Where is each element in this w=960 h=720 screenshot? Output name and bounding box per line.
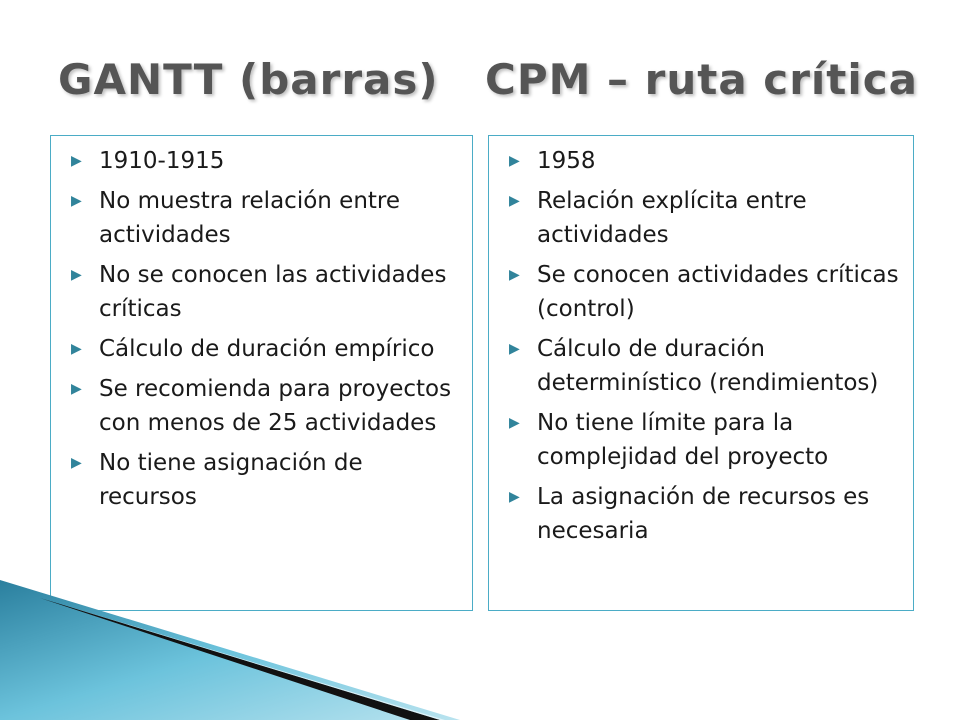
list-item-text: 1958 xyxy=(537,148,596,174)
triangle-bullet-icon: ▶ xyxy=(71,193,82,209)
list-item xyxy=(509,406,903,474)
title-gantt: GANTT (barras) xyxy=(58,55,439,104)
triangle-bullet-icon: ▶ xyxy=(509,415,520,431)
gantt-list xyxy=(51,136,472,514)
list-item-text: No se conocen las actividades críticas xyxy=(99,262,447,322)
list-item-text: Cálculo de duración empírico xyxy=(99,336,435,362)
list-item xyxy=(71,144,462,178)
list-item-text: Se conocen actividades críticas (control) xyxy=(537,262,899,322)
triangle-bullet-icon: ▶ xyxy=(71,381,82,397)
corner-decoration xyxy=(0,580,960,720)
triangle-bullet-icon: ▶ xyxy=(71,267,82,283)
list-item xyxy=(71,184,462,252)
list-item xyxy=(509,144,903,178)
triangle-bullet-icon: ▶ xyxy=(509,153,520,169)
gantt-box xyxy=(50,135,473,611)
list-item xyxy=(71,258,462,326)
triangle-bullet-icon: ▶ xyxy=(71,341,82,357)
list-item xyxy=(71,332,462,366)
triangle-bullet-icon: ▶ xyxy=(509,267,520,283)
triangle-bullet-icon: ▶ xyxy=(509,193,520,209)
triangle-bullet-icon: ▶ xyxy=(509,489,520,505)
list-item-text: No tiene límite para la complejidad del proyecto xyxy=(537,410,829,470)
cpm-box xyxy=(488,135,914,611)
list-item-text: No muestra relación entre actividades xyxy=(99,188,401,248)
triangle-bullet-icon: ▶ xyxy=(71,455,82,471)
blue-wedge-shape xyxy=(0,580,460,720)
list-item xyxy=(509,332,903,400)
triangle-bullet-icon: ▶ xyxy=(71,153,82,169)
list-item-text: No tiene asignación de recursos xyxy=(99,450,363,510)
list-item xyxy=(71,446,462,514)
triangle-bullet-icon: ▶ xyxy=(509,341,520,357)
list-item xyxy=(509,480,903,548)
list-item-text: 1910-1915 xyxy=(99,148,225,174)
list-item-text: Se recomienda para proyectos con menos de 25 actividades xyxy=(99,376,452,436)
list-item xyxy=(71,372,462,440)
list-item xyxy=(509,258,903,326)
list-item-text: La asignación de recursos es necesaria xyxy=(537,484,870,544)
list-item-text: Cálculo de duración determinístico (rendimientos) xyxy=(537,336,879,396)
list-item xyxy=(509,184,903,252)
cpm-list xyxy=(489,136,913,548)
list-item-text: Relación explícita entre actividades xyxy=(537,188,807,248)
title-cpm: CPM – ruta crítica xyxy=(485,55,919,104)
